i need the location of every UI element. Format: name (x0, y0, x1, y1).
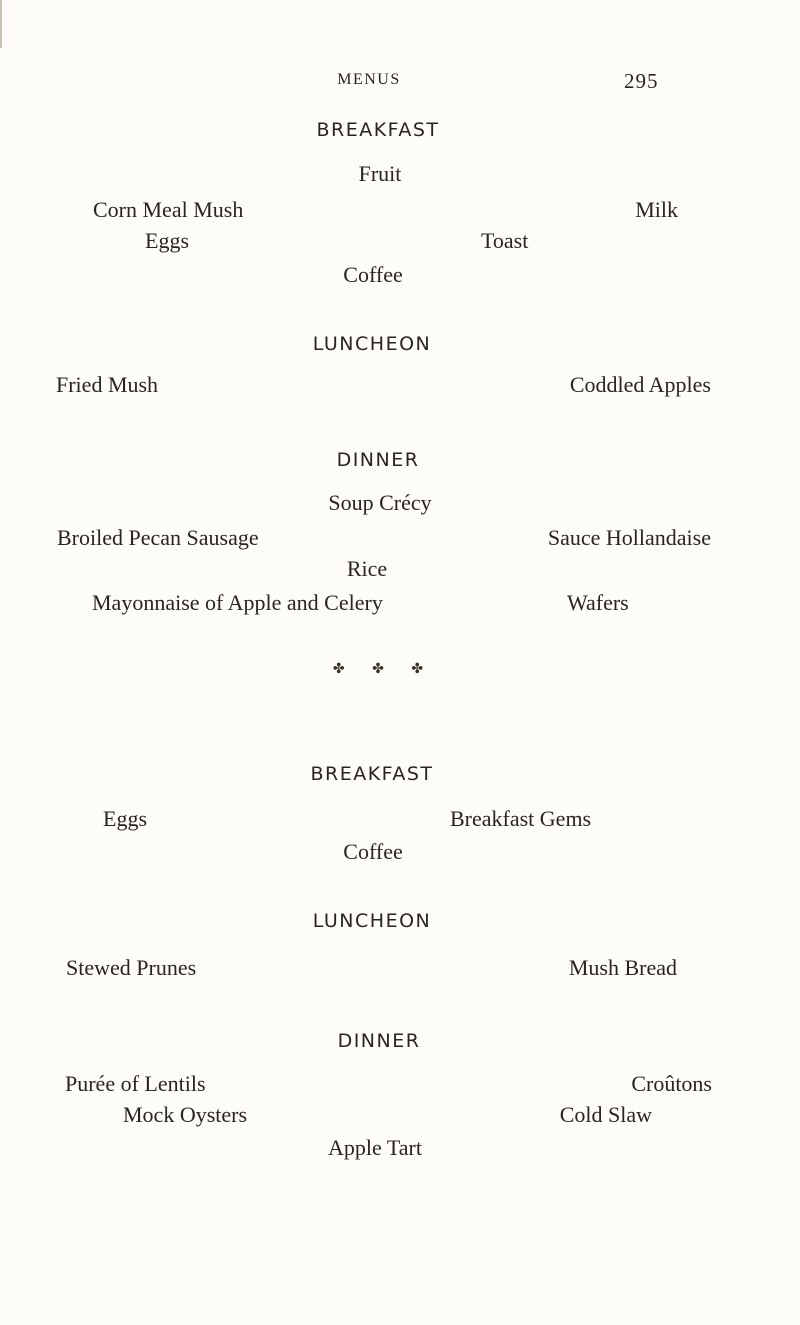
menu1-toast: Toast (481, 228, 529, 253)
menu2-dinner-heading: DINNER (337, 1030, 421, 1052)
menu1-rice: Rice (346, 556, 388, 581)
menu2-luncheon-heading: LUNCHEON (312, 910, 432, 932)
menu2-mush-bread: Mush Bread (568, 955, 677, 980)
menu1-wafers: Wafers (567, 590, 629, 615)
menu1-dinner-heading: DINNER (336, 449, 420, 471)
menu1-coddled-apples: Coddled Apples (569, 372, 711, 397)
running-head-title: MENUS (337, 71, 401, 88)
page-number: 295 (624, 69, 659, 93)
menu2-croutons: Croûtons (631, 1071, 712, 1096)
page-edge (0, 0, 2, 48)
menu2-coffee: Coffee (343, 839, 403, 864)
menu2-breakfast-heading: BREAKFAST (310, 763, 434, 785)
menu1-corn-meal-mush: Corn Meal Mush (93, 197, 244, 222)
menu2-puree-of-lentils: Purée of Lentils (65, 1071, 206, 1096)
menu1-milk: Milk (635, 197, 678, 222)
menu1-mayonnaise: Mayonnaise of Apple and Celery (92, 590, 383, 615)
menu2-apple-tart: Apple Tart (328, 1135, 422, 1160)
menu1-fried-mush: Fried Mush (56, 372, 159, 397)
menu2-breakfast-gems: Breakfast Gems (450, 806, 592, 831)
menu1-eggs: Eggs (145, 228, 189, 253)
menu1-luncheon-heading: LUNCHEON (312, 333, 432, 355)
menu1-fruit: Fruit (358, 161, 402, 186)
ornament-divider: ✤ ✤ ✤ (332, 662, 436, 677)
menu2-cold-slaw: Cold Slaw (559, 1102, 652, 1127)
menu2-stewed-prunes: Stewed Prunes (66, 955, 197, 980)
menu1-soup: Soup Crécy (328, 490, 432, 515)
menu1-coffee: Coffee (343, 262, 403, 287)
menu2-mock-oysters: Mock Oysters (123, 1102, 248, 1127)
menu1-breakfast-heading: BREAKFAST (316, 119, 440, 141)
menu1-sausage: Broiled Pecan Sausage (57, 525, 259, 550)
menu1-sauce: Sauce Hollandaise (547, 525, 711, 550)
menu2-eggs: Eggs (103, 806, 147, 831)
